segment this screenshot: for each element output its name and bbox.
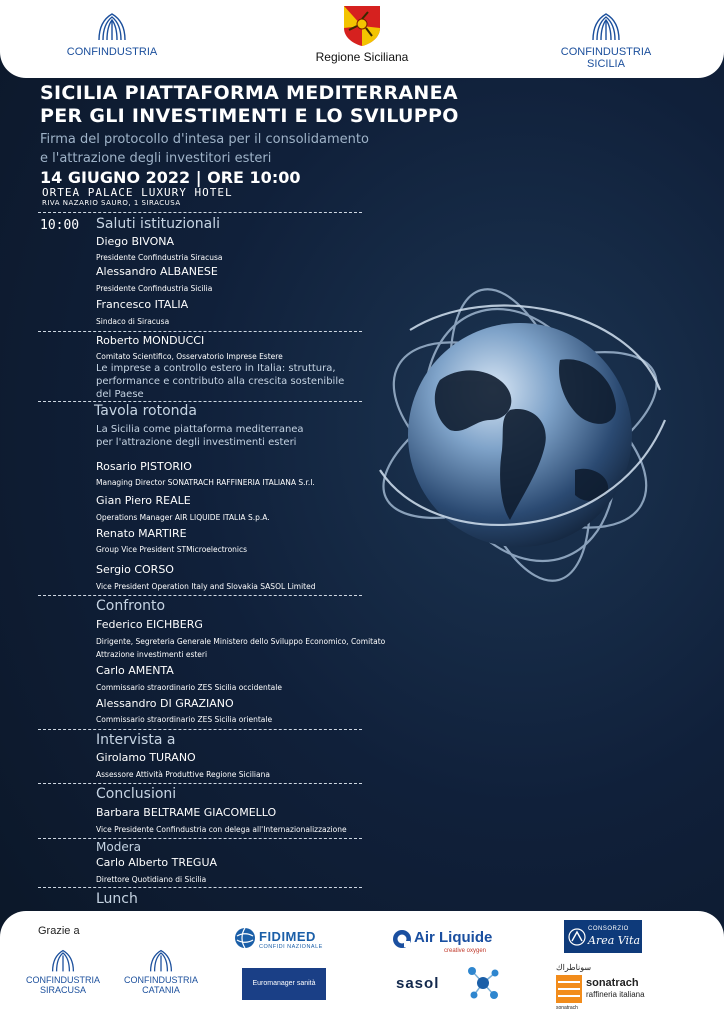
speaker-role: Direttore Quotidiano di Sicilia [96,875,207,884]
speaker-name: Carlo Alberto TREGUA [96,856,218,869]
speaker-role: Vice Presidente Confindustria con delega all'Internazionalizzazione [96,825,347,834]
confindustria-emblem-icon [95,12,129,42]
section-modera: Modera [96,840,141,854]
sonatrach-emblem-icon [556,975,582,1003]
confindustria-siracusa-emblem-icon [49,949,77,973]
speaker-name: Federico EICHBERG [96,618,203,631]
speaker-name: Gian Piero REALE [96,494,191,507]
tavola-topic-line-1: La Sicilia come piattaforma mediterranea [96,424,304,435]
header [0,0,724,78]
keynote-topic-line-2: performance e contributo alla crescita sostenibile [96,376,345,387]
section-lunch: Lunch [96,891,138,907]
fidimed-label: FIDIMED [259,929,316,944]
divider [38,729,362,730]
speaker-name: Sergio CORSO [96,563,174,576]
event-date: 14 GIUGNO 2022 | ORE 10:00 [40,168,301,187]
event-subtitle [40,130,600,168]
confindustria-catania-logo [120,949,202,995]
divider [38,401,362,402]
confindustria-siracusa-label-1: CONFINDUSTRIA [26,975,100,985]
confindustria-siracusa-logo [22,949,104,995]
speaker-name: Diego BIVONA [96,235,175,248]
speaker-role: Commissario straordinario ZES Sicilia occidentale [96,683,282,692]
divider [38,595,362,596]
speaker-role: Presidente Confindustria Siracusa [96,253,223,262]
event-subtitle-line-1: Firma del protocollo d'intesa per il consolidamento [40,132,369,147]
globe-illustration [370,270,670,600]
confindustria-label: CONFINDUSTRIA [66,46,158,58]
speaker-role: Operations Manager AIR LIQUIDE ITALIA S.p.A. [96,513,270,522]
speaker-role: Group Vice President STMicroelectronics [96,545,248,554]
event-title [40,82,640,128]
divider [38,212,362,213]
fidimed-globe-icon [234,927,256,949]
event-address: RIVA NAZARIO SAURO, 1 SIRACUSA [42,199,181,207]
keynote-topic [96,362,396,401]
sonatrach-sublabel: raffineria italiana [586,990,645,999]
section-tavola-rotonda: Tavola rotonda [94,403,197,419]
euromanager-label: Euromanager sanità [252,980,316,987]
confindustria-sicilia-logo [556,12,656,70]
regione-siciliana-logo [304,4,420,64]
speaker-name: Francesco ITALIA [96,298,189,311]
confindustria-sicilia-label-1: CONFINDUSTRIA [560,46,652,58]
consorzio-emblem-icon [568,928,586,946]
speaker-name: Roberto MONDUCCI [96,334,205,347]
section-intervista: Intervista a [96,732,176,748]
sonatrach-label: sonatrach [586,977,639,989]
section-saluti: Saluti istituzionali [96,216,221,232]
tavola-topic [96,423,396,449]
event-venue: ORTEA PALACE LUXURY HOTEL [42,186,233,199]
section-confronto: Confronto [96,598,166,614]
sasol-label: sasol [396,975,440,992]
consorzio-area-vita-logo [564,920,642,953]
air-liquide-sublabel: creative oxygen [444,948,487,954]
section-conclusioni: Conclusioni [96,786,177,802]
event-subtitle-line-2: e l'attrazione degli investitori esteri [40,151,272,166]
speaker-role: Comitato Scientifico, Osservatorio Imprese Estere [96,352,283,361]
confindustria-siracusa-label-2: SIRACUSA [39,985,86,995]
sicily-crest-icon [342,4,382,48]
speaker-role: Vice President Operation Italy and Slovakia SASOL Limited [96,582,316,591]
divider [38,331,362,332]
speaker-name: Renato MARTIRE [96,527,187,540]
sonatrach-small-label: sonatrach [556,1005,578,1011]
tavola-topic-line-2: per l'attrazione degli investimenti esteri [96,437,297,448]
thanks-label: Grazie a [38,925,80,937]
divider [38,887,362,888]
speaker-role: Presidente Confindustria Sicilia [96,284,213,293]
speaker-name: Alessandro DI GRAZIANO [96,697,234,710]
speaker-name: Girolamo TURANO [96,751,196,764]
consorzio-label: CONSORZIO [588,926,629,932]
air-liquide-label: Air Liquide [414,929,493,946]
speaker-role: Sindaco di Siracusa [96,317,170,326]
area-vita-label: Area Vita [588,934,641,947]
keynote-topic-line-3: del Paese [96,389,144,400]
speaker-role: Commissario straordinario ZES Sicilia orientale [96,715,273,724]
confindustria-logo [62,12,162,58]
sonatrach-arabic-label: سوناطراك [556,963,592,972]
speaker-role: Dirigente, Segreteria Generale Ministero dello Sviluppo Economico, Comitato [96,637,386,646]
euromanager-logo [242,968,326,1000]
sponsors-footer [0,911,724,1024]
confindustria-catania-label-1: CONFINDUSTRIA [124,975,198,985]
speaker-role: Attrazione investimenti esteri [96,650,208,659]
regione-siciliana-label: Regione Siciliana [315,50,409,64]
divider [38,783,362,784]
keynote-topic-line-1: Le imprese a controllo estero in Italia: struttura, [96,363,336,374]
speaker-name: Alessandro ALBANESE [96,265,218,278]
fidimed-sublabel: CONFIDI NAZIONALE [259,944,323,950]
divider [38,838,362,839]
confindustria-sicilia-emblem-icon [589,12,623,42]
confindustria-catania-label-2: CATANIA [142,985,180,995]
sasol-molecule-icon [464,963,502,1003]
speaker-role: Assessore Attività Produttive Regione Siciliana [96,770,270,779]
confindustria-sicilia-label-2: SICILIA [587,58,625,70]
speaker-name: Carlo AMENTA [96,664,174,677]
speaker-name: Barbara BELTRAME GIACOMELLO [96,806,277,819]
event-title-line-1: SICILIA PIATTAFORMA MEDITERRANEA [40,82,458,104]
confindustria-catania-emblem-icon [147,949,175,973]
program-time: 10:00 [40,218,80,233]
event-title-line-2: PER GLI INVESTIMENTI E LO SVILUPPO [40,105,459,127]
speaker-name: Rosario PISTORIO [96,460,192,473]
air-liquide-icon [392,929,412,949]
speaker-role: Managing Director SONATRACH RAFFINERIA ITALIANA S.r.l. [96,478,315,487]
